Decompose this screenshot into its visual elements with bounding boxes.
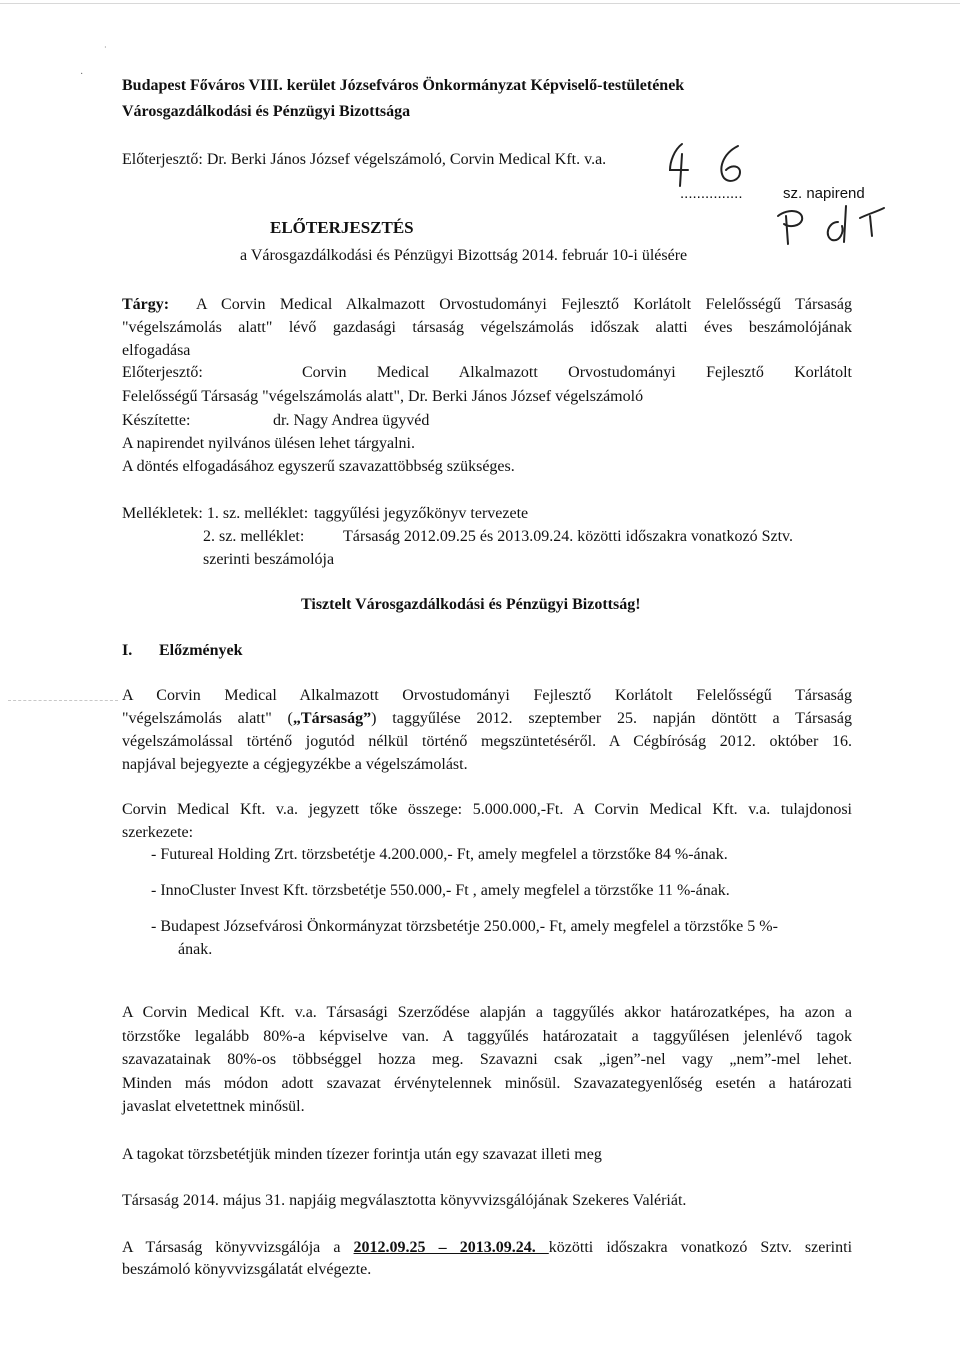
- para3-line-2: törzstőke legalább 80%-a képviselve van. A taggyűlés határozatait a taggyűlésen jelenlévő tagok: [122, 1028, 852, 1045]
- section-title: Előzmények: [159, 642, 243, 659]
- para1-line-1: A Corvin Medical Alkalmazott Orvostudományi Fejlesztő Korlátolt Felelősségű Társaság: [122, 687, 852, 704]
- owner-item: - Budapest Józsefvárosi Önkormányzat törzsbetétje 250.000,- Ft, amely megfelel a törzstőke 5 %-: [151, 918, 778, 935]
- handwritten-note: [770, 200, 890, 256]
- presenter-line-1: Corvin Medical Alkalmazott Orvostudományi Fejlesztő Korlátolt: [302, 364, 852, 381]
- para1-line-3: végelszámolással történő jogutód nélkül történő megszüntetéséről. A Cégbíróság 2012. október 16.: [122, 733, 852, 750]
- owner-item: - Futureal Holding Zrt. törzsbetétje 4.200.000,- Ft, amely megfelel a törzstőke 84 %-ának.: [151, 846, 728, 863]
- subject-label: Tárgy:: [122, 296, 170, 313]
- owner-item: - InnoCluster Invest Kft. törzsbetétje 550.000,- Ft , amely megfelel a törzstőke 11 %-ának.: [151, 882, 730, 899]
- agenda-label: sz. napirend: [783, 185, 865, 202]
- subject-line-3: elfogadása: [122, 342, 191, 359]
- para3-line-5: javaslat elvetettnek minősül.: [122, 1098, 305, 1115]
- para6-line-2: beszámoló könyvvizsgálatát elvégezte.: [122, 1261, 372, 1278]
- handwritten-agenda-number: [660, 140, 760, 188]
- agenda-dots: ...............: [680, 185, 743, 202]
- para2-line-2: szerkezete:: [122, 824, 194, 841]
- para3-line-3: szavazatainak 80%-os többséggel hozza meg. Szavazni csak „igen”-nel vagy „nem”-mel lehet.: [122, 1051, 852, 1068]
- para1-line-4: napjával bejegyezte a cégjegyzékbe a végelszámolást.: [122, 756, 468, 773]
- attachment-2-line-1: Társaság 2012.09.25 és 2013.09.24. közötti időszakra vonatkozó Sztv.: [343, 528, 793, 545]
- attachments-label: Mellékletek: 1. sz. melléklet:: [122, 505, 309, 522]
- document-heading: ELŐTERJESZTÉS: [270, 218, 414, 237]
- para1-line-2: "végelszámolás alatt" („Társaság”) taggyűlése 2012. szeptember 25. napján döntött a Társaság: [122, 710, 852, 727]
- attachment-2-line-2: szerinti beszámolója: [203, 551, 335, 568]
- subject-line-1: A Corvin Medical Alkalmazott Orvostudományi Fejlesztő Korlátolt Felelősségű Társaság: [196, 296, 852, 313]
- section-number: I.: [122, 642, 133, 659]
- scan-edge-line: [0, 3, 960, 4]
- para4: A tagokat törzsbetétjük minden tízezer forintja után egy szavazat illeti meg: [122, 1146, 602, 1163]
- public-note: A napirendet nyilvános ülésen lehet tárgyalni.: [122, 435, 415, 452]
- para5: Társaság 2014. május 31. napjáig megválasztotta könyvvizsgálójának Szekeres Valériát.: [122, 1192, 687, 1209]
- salutation: Tisztelt Városgazdálkodási és Pénzügyi Bizottság!: [301, 596, 641, 613]
- header-presenter: Előterjesztő: Dr. Berki János József végelszámoló, Corvin Medical Kft. v.a.: [122, 151, 607, 168]
- para3-line-1: A Corvin Medical Kft. v.a. Társasági Szerződése alapján a taggyűlés akkor határozatképes, ha azon a: [122, 1004, 852, 1021]
- scan-speck: ·: [80, 69, 84, 80]
- attachment-2-label: 2. sz. melléklet:: [203, 528, 305, 545]
- presenter-line-2: Felelősségű Társaság "végelszámolás alatt", Dr. Berki János József végelszámoló: [122, 388, 644, 405]
- prepared-by-value: dr. Nagy Andrea ügyvéd: [273, 412, 430, 429]
- subject-line-2: "végelszámolás alatt" lévő gazdasági társaság végelszámolás időszak alatti éves beszámolójának: [122, 319, 852, 336]
- header-line-1: Budapest Főváros VIII. kerület Józsefváros Önkormányzat Képviselő-testületének: [122, 77, 685, 94]
- document-subheading: a Városgazdálkodási és Pénzügyi Bizottság 2014. február 10-i ülésére: [240, 247, 688, 264]
- majority-note: A döntés elfogadásához egyszerű szavazattöbbség szükséges.: [122, 458, 515, 475]
- presenter-label: Előterjesztő:: [122, 364, 203, 381]
- owner-item-continuation: ának.: [178, 941, 213, 958]
- para3-line-4: Minden más módon adott szavazat érvénytelennek minősül. Szavazategyenlőség esetén a határozati: [122, 1075, 852, 1092]
- scan-speck: ·: [104, 43, 107, 52]
- scan-fold-line: [8, 700, 118, 702]
- para6-line-1: A Társaság könyvvizsgálója a 2012.09.25 – 2013.09.24. közötti időszakra vonatkozó Sztv. szerinti: [122, 1239, 853, 1256]
- attachment-1: taggyűlési jegyzőkönyv tervezete: [314, 505, 529, 522]
- para2-line-1: Corvin Medical Kft. v.a. jegyzett tőke összege: 5.000.000,-Ft. A Corvin Medical Kft. v.a. tulajdonosi: [122, 801, 852, 818]
- prepared-by-label: Készítette:: [122, 412, 191, 429]
- header-line-2: Városgazdálkodási és Pénzügyi Bizottsága: [122, 103, 411, 120]
